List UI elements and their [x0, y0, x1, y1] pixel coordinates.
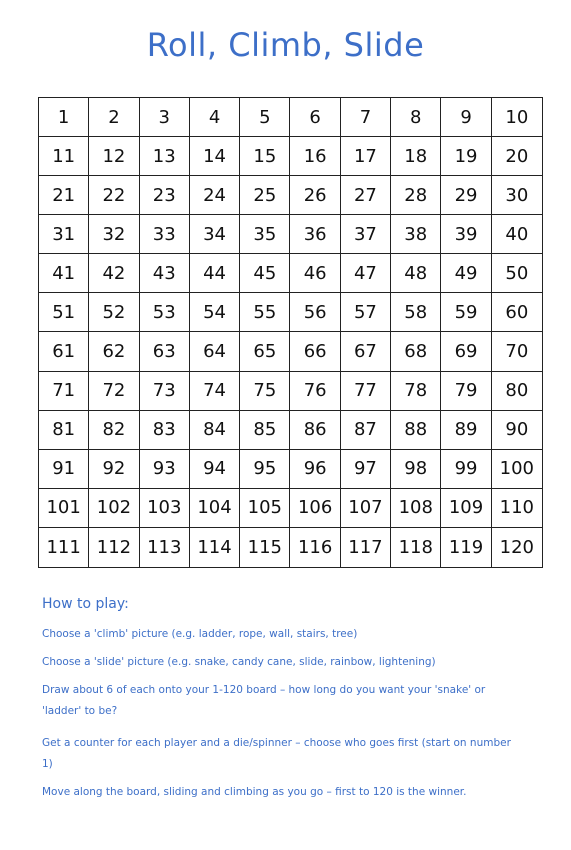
board-cell: 39 — [441, 215, 491, 254]
board-cell: 48 — [391, 254, 441, 293]
board-cell: 94 — [190, 450, 240, 489]
board-cell: 64 — [190, 332, 240, 371]
board-cell: 51 — [39, 293, 89, 332]
board-cell: 115 — [240, 528, 290, 567]
board-cell: 99 — [441, 450, 491, 489]
board-cell: 49 — [441, 254, 491, 293]
board-cell: 31 — [39, 215, 89, 254]
board-cell: 22 — [89, 176, 139, 215]
board-cell: 14 — [190, 137, 240, 176]
board-cell: 107 — [341, 489, 391, 528]
board-cell: 23 — [140, 176, 190, 215]
board-cell: 25 — [240, 176, 290, 215]
board-cell: 16 — [290, 137, 340, 176]
board-cell: 71 — [39, 372, 89, 411]
board-cell: 52 — [89, 293, 139, 332]
board-cell: 88 — [391, 411, 441, 450]
board-cell: 56 — [290, 293, 340, 332]
board-cell: 47 — [341, 254, 391, 293]
board-cell: 18 — [391, 137, 441, 176]
board-cell: 117 — [341, 528, 391, 567]
board-cell: 87 — [341, 411, 391, 450]
board-cell: 55 — [240, 293, 290, 332]
board-cell: 67 — [341, 332, 391, 371]
board-cell: 100 — [492, 450, 542, 489]
board-cell: 42 — [89, 254, 139, 293]
board-cell: 50 — [492, 254, 542, 293]
board-cell: 46 — [290, 254, 340, 293]
board-cell: 63 — [140, 332, 190, 371]
board-cell: 13 — [140, 137, 190, 176]
board-cell: 57 — [341, 293, 391, 332]
instruction-step: Choose a 'slide' picture (e.g. snake, candy cane, slide, rainbow, lightening) — [42, 656, 436, 668]
board-cell: 20 — [492, 137, 542, 176]
board-cell: 24 — [190, 176, 240, 215]
board-cell: 40 — [492, 215, 542, 254]
board-cell: 72 — [89, 372, 139, 411]
board-cell: 34 — [190, 215, 240, 254]
board-cell: 43 — [140, 254, 190, 293]
board-cell: 81 — [39, 411, 89, 450]
board-cell: 32 — [89, 215, 139, 254]
board-cell: 1 — [39, 98, 89, 137]
board-cell: 90 — [492, 411, 542, 450]
board-cell: 62 — [89, 332, 139, 371]
board-cell: 77 — [341, 372, 391, 411]
board-cell: 30 — [492, 176, 542, 215]
board-cell: 68 — [391, 332, 441, 371]
board-cell: 112 — [89, 528, 139, 567]
board-cell: 54 — [190, 293, 240, 332]
board-cell: 15 — [240, 137, 290, 176]
board-cell: 110 — [492, 489, 542, 528]
board-cell: 116 — [290, 528, 340, 567]
board-cell: 7 — [341, 98, 391, 137]
board-cell: 6 — [290, 98, 340, 137]
instruction-step: Move along the board, sliding and climbing as you go – first to 120 is the winner. — [42, 786, 467, 798]
board-cell: 92 — [89, 450, 139, 489]
instruction-step: Draw about 6 of each onto your 1-120 board – how long do you want your 'snake' or 'ladder' to be? — [42, 684, 486, 717]
board-cell: 78 — [391, 372, 441, 411]
board-cell: 118 — [391, 528, 441, 567]
board-cell: 66 — [290, 332, 340, 371]
board-cell: 98 — [391, 450, 441, 489]
board-cell: 84 — [190, 411, 240, 450]
board-cell: 69 — [441, 332, 491, 371]
instruction-step: Choose a 'climb' picture (e.g. ladder, rope, wall, stairs, tree) — [42, 628, 358, 640]
board-cell: 26 — [290, 176, 340, 215]
board-cell: 86 — [290, 411, 340, 450]
board-cell: 75 — [240, 372, 290, 411]
board-cell: 102 — [89, 489, 139, 528]
board-cell: 96 — [290, 450, 340, 489]
board-cell: 60 — [492, 293, 542, 332]
board-cell: 53 — [140, 293, 190, 332]
board-cell: 21 — [39, 176, 89, 215]
board-cell: 89 — [441, 411, 491, 450]
board-cell: 59 — [441, 293, 491, 332]
board-cell: 97 — [341, 450, 391, 489]
board-cell: 101 — [39, 489, 89, 528]
board-cell: 10 — [492, 98, 542, 137]
board-cell: 5 — [240, 98, 290, 137]
board-cell: 76 — [290, 372, 340, 411]
board-cell: 41 — [39, 254, 89, 293]
board-cell: 91 — [39, 450, 89, 489]
board-cell: 28 — [391, 176, 441, 215]
board-cell: 3 — [140, 98, 190, 137]
board-cell: 82 — [89, 411, 139, 450]
board-cell: 83 — [140, 411, 190, 450]
board-cell: 108 — [391, 489, 441, 528]
board-cell: 29 — [441, 176, 491, 215]
board-cell: 106 — [290, 489, 340, 528]
board-cell: 120 — [499, 536, 535, 558]
board-cell: 19 — [441, 137, 491, 176]
board-cell: 85 — [240, 411, 290, 450]
board-cell: 109 — [441, 489, 491, 528]
board-cell: 80 — [492, 372, 542, 411]
board-cell: 111 — [39, 528, 89, 567]
board-cell: 95 — [240, 450, 290, 489]
page-title: Roll, Climb, Slide — [146, 26, 425, 64]
board-cell: 74 — [190, 372, 240, 411]
board-cell: 17 — [341, 137, 391, 176]
board-cell: 79 — [441, 372, 491, 411]
board-cell: 104 — [190, 489, 240, 528]
board-cell: 119 — [441, 528, 491, 567]
board-cell: 35 — [240, 215, 290, 254]
board-cell: 9 — [441, 98, 491, 137]
board-cell: 4 — [190, 98, 240, 137]
board-cell: 73 — [140, 372, 190, 411]
instruction-step: Get a counter for each player and a die/spinner – choose who goes first (start on number 1) — [42, 737, 511, 770]
board-cell: 8 — [391, 98, 441, 137]
board-cell: 12 — [89, 137, 139, 176]
number-board — [38, 97, 543, 568]
board-cell: 11 — [39, 137, 89, 176]
board-cell: 45 — [240, 254, 290, 293]
board-cell: 113 — [140, 528, 190, 567]
how-to-play-heading: How to play: — [42, 596, 129, 612]
board-cell: 70 — [492, 332, 542, 371]
board-cell: 37 — [341, 215, 391, 254]
board-cell: 114 — [190, 528, 240, 567]
board-cell: 103 — [140, 489, 190, 528]
board-cell: 44 — [190, 254, 240, 293]
board-cell: 93 — [140, 450, 190, 489]
board-cell: 61 — [39, 332, 89, 371]
board-cell: 65 — [240, 332, 290, 371]
board-cell: 27 — [341, 176, 391, 215]
board-cell: 38 — [391, 215, 441, 254]
board-cell: 58 — [391, 293, 441, 332]
board-cell: 2 — [89, 98, 139, 137]
board-cell: 105 — [240, 489, 290, 528]
board-cell: 36 — [290, 215, 340, 254]
board-cell: 33 — [140, 215, 190, 254]
